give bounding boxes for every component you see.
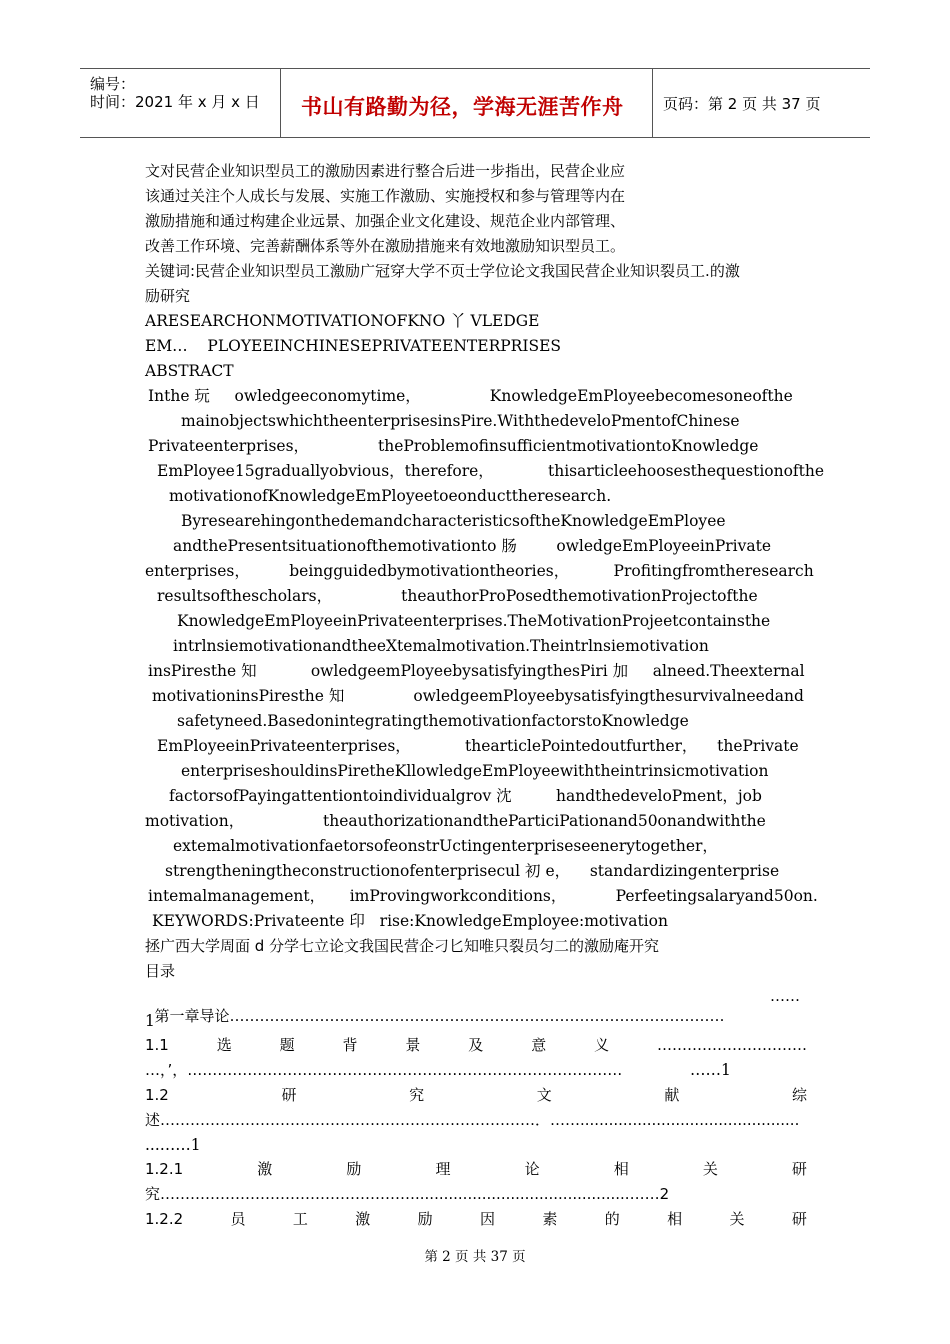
- toc-part: 励: [417, 1210, 433, 1228]
- toc-page-number: 1: [145, 1012, 155, 1030]
- toc-part: 文: [536, 1086, 552, 1104]
- toc-part: 员: [230, 1210, 246, 1228]
- toc-part: 激: [355, 1210, 371, 1228]
- en-title-line: ARESEARCHONMOTIVATIONOFKNO 丫 VLEDGE: [145, 312, 540, 330]
- abstract-heading: ABSTRACT: [145, 362, 234, 380]
- en-abstract-line: KnowledgeEmPloyeeinPrivateenterprises.TheMotivationProjeetcontainsthe: [177, 612, 771, 630]
- toc-leader: …，’，……………………………………………………………………………: [145, 1061, 623, 1079]
- en-abstract-line: extemalmotivationfaetorsofeonstrUctingenterpriseseenerytogether，: [173, 837, 718, 855]
- toc-part: 及: [468, 1036, 484, 1054]
- toc-entry-1-1[interactable]: [145, 1035, 807, 1055]
- en-abstract-line: Privateenterprises， theProblemofinsufficientmotivationtoKnowledge: [148, 437, 759, 455]
- toc-part: 关: [702, 1160, 718, 1178]
- toc-heading: 目录: [145, 962, 176, 980]
- en-abstract-line: motivation， theauthorizationandtheParticiPationand50onandwiththe: [145, 812, 766, 830]
- header-date: 时间：2021 年 x 月 x 日: [90, 93, 260, 111]
- toc-part: 景: [405, 1036, 421, 1054]
- toc-part: 相: [667, 1210, 683, 1228]
- en-abstract-line: resultsofthescholars， theauthorProPosedthemotivationProjectofthe: [157, 587, 758, 605]
- keywords-cn-line: 关键词:民营企业知识型员工激励广冠穿大学不页士学位论文我国民营企业知识裂员工.的激: [145, 262, 740, 280]
- en-abstract-line: strengtheningtheconstructionofenterprisecul 初 e， standardizingenterprise: [165, 862, 780, 880]
- toc-part: 1.2.1: [145, 1160, 184, 1178]
- toc-page-number: ...……1: [145, 1136, 201, 1154]
- en-abstract-line: ByresearehingonthedemandcharacteristicsoftheKnowledgeEmPloyee: [181, 512, 726, 530]
- en-abstract-line: safetyneed.BasedonintegratingthemotivationfactorstoKnowledge: [177, 712, 689, 730]
- toc-entry-chapter1[interactable]: [145, 986, 807, 1026]
- toc-part: 研: [791, 1210, 807, 1228]
- toc-part: 关: [729, 1210, 745, 1228]
- header-page-cell: [653, 69, 870, 137]
- toc-leader-end: ……: [770, 987, 800, 1005]
- toc-part: 究: [409, 1086, 425, 1104]
- page-footer: 第 2 页 共 37 页: [424, 1249, 526, 1265]
- en-abstract-line: EmPloyee15graduallyobvious，therefore， thisarticleehoosesthequestionofthe: [157, 462, 825, 480]
- en-title-line: EM… PLOYEEINCHINESEPRIVATEENTERPRISES: [145, 337, 562, 355]
- en-abstract-line: enterprises， beingguidedbymotivationtheories， Profitingfromtheresearch: [145, 562, 814, 580]
- header-motto: 书山有路勤为径，学海无涯苦作舟: [301, 95, 624, 119]
- header-motto-cell: [281, 69, 653, 137]
- en-abstract-line: motivationinsPiresthe 知 owledgeemPloyeebysatisfyingthesurvivalneedand: [152, 687, 804, 705]
- toc-part: 研: [791, 1160, 807, 1178]
- en-abstract-line: intemalmanagement， imProvingworkconditions， Perfeetingsalaryand50on.: [148, 887, 818, 905]
- toc-part: 题: [279, 1036, 295, 1054]
- toc-entry-1-2-2[interactable]: [145, 1209, 807, 1229]
- en-abstract-line: EmPloyeeinPrivateenterprises， thearticlePointedoutfurther， thePrivate: [157, 737, 799, 755]
- toc-part: 励: [346, 1160, 362, 1178]
- cn-abstract-line: 该通过关注个人成长与发展、实施工作激励、实施授权和参与管理等内在: [145, 187, 626, 205]
- toc-part: 的: [604, 1210, 620, 1228]
- cn-abstract-line: 激励措施和通过构建企业远景、加强企业文化建设、规范企业内部管理、: [145, 212, 626, 230]
- toc-part: 义: [594, 1036, 610, 1054]
- cn-abstract-line: 改善工作环境、完善薪酬体系等外在激励措施来有效地激励知识型员工。: [145, 237, 626, 255]
- en-abstract-line: intrlnsiemotivationandtheeXtemalmotivation.Theintrlnsiemotivation: [173, 637, 709, 655]
- en-abstract-line: andthePresentsituationofthemotivationto 肠 owledgeEmPloyeeinPrivate: [173, 537, 772, 555]
- toc-part: 选: [216, 1036, 232, 1054]
- toc-part: …………………………: [656, 1036, 807, 1054]
- running-title: 拯广西大学周面 d 分学七立论文我国民营企刁匕知唯只裂员匀二的激励庵开究: [145, 937, 660, 955]
- en-abstract-line: factorsofPayingattentiontoindividualgrov 沈 handthedeveloPment，job: [169, 787, 762, 805]
- toc-part: 理: [435, 1160, 451, 1178]
- toc-part: 论: [524, 1160, 540, 1178]
- cn-abstract-line: 文对民营企业知识型员工的激励因素进行整合后进一步指出，民营企业应: [145, 162, 626, 180]
- toc-entry-text: 第一章导论………………………………………………………………………………………: [154, 1007, 725, 1025]
- header-page-number: 页码：第 2 页 共 37 页: [663, 95, 821, 113]
- toc-part: 1.1: [145, 1036, 169, 1054]
- en-abstract-line: mainobjectswhichtheenterprisesinsPire.WiththedeveloPmentofChinese: [181, 412, 740, 430]
- toc-leader: 究…………………………………………….............................................……2: [145, 1185, 670, 1203]
- keywords-cn-line: 励研究: [145, 287, 191, 305]
- page-header: [80, 68, 870, 138]
- toc-part: 研: [281, 1086, 297, 1104]
- toc-part: 1.2.2: [145, 1210, 184, 1228]
- toc-part: 因: [480, 1210, 496, 1228]
- toc-part: 工: [292, 1210, 308, 1228]
- toc-page-number: ……1: [690, 1061, 731, 1079]
- toc-entry-1-2-1[interactable]: [145, 1159, 807, 1179]
- toc-part: 素: [542, 1210, 558, 1228]
- header-number: 编号：: [90, 75, 136, 93]
- toc-part: 综: [791, 1086, 807, 1104]
- toc-part: 意: [531, 1036, 547, 1054]
- toc-part: 激: [257, 1160, 273, 1178]
- toc-entry-1-2[interactable]: [145, 1085, 807, 1105]
- en-abstract-line: enterpriseshouldinsPiretheKllowledgeEmPloyeewiththeintrinsicmotivation: [181, 762, 769, 780]
- header-meta-cell: [80, 69, 281, 137]
- toc-part: 相: [613, 1160, 629, 1178]
- toc-leader: 述…………………………………………………………………．……..............................................: [145, 1111, 800, 1129]
- en-abstract-line: Inthe 玩 owledgeeconomytime， KnowledgeEmPloyeebecomesoneofthe: [148, 387, 793, 405]
- en-abstract-line: motivationofKnowledgeEmPloyeetoeonducttheresearch.: [169, 487, 612, 505]
- toc-part: 1.2: [145, 1086, 169, 1104]
- toc-part: 背: [342, 1036, 358, 1054]
- keywords-en: KEYWORDS:Privateente 印 rise:KnowledgeEmployee:motivation: [152, 912, 668, 930]
- en-abstract-line: insPiresthe 知 owledgeemPloyeebysatisfyingthesPiri 加 alneed.Theexternal: [148, 662, 805, 680]
- toc-part: 献: [664, 1086, 680, 1104]
